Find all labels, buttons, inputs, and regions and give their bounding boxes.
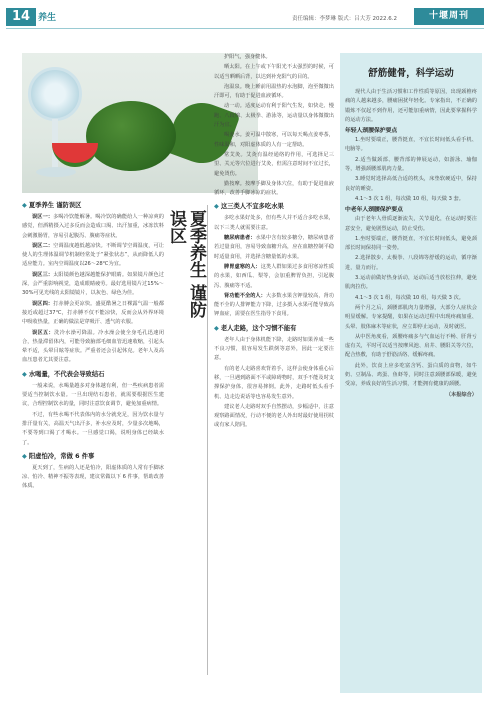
paragraph [214, 151, 334, 179]
lead-in: 误区三： [32, 271, 54, 278]
paragraph [214, 83, 334, 102]
paragraph-text: 护阳气，强身健体。 [224, 54, 271, 60]
subheading: 年轻人颈腰保护要点 [345, 128, 398, 135]
paragraph-text: 4.1～3 次 1 组，每次做 10 组，每天做 3 次。 [355, 294, 464, 301]
diamond-bullet-icon: ◆ [214, 203, 219, 211]
paragraph-text: 3.睡觉时选择高低合适的枕头，床垫软硬适中，保持良好的睡姿。 [345, 176, 477, 192]
paragraph-text: 洗冷水澡可降温。冷水澡会使全身毛孔迅速闭合，热量滞留体内，可能导致脑部毛细血管迅速收缩，引起头晕不适，头晕目眩等症状。严重者还会引起休克。老年人及高血压患者尤其要注意。 [22, 329, 164, 364]
paragraph [214, 403, 334, 431]
lead-in: 脾胃虚寒的人： [224, 263, 261, 270]
source-note: （本报综合） [445, 391, 477, 398]
editor-meta: 责任编辑：李梦琳 版式：吕大芳 2022.6.2 [292, 16, 397, 22]
paragraph [345, 333, 477, 361]
paragraph-text: 3.运动前做好热身活动，运动后适当放松拉伸，避免肌肉拉伤。 [345, 275, 477, 291]
paragraph [22, 271, 164, 299]
watermelon-slice-shape [52, 143, 98, 167]
paragraph [214, 336, 334, 364]
paragraph [214, 180, 334, 199]
page-number: 14 [6, 8, 36, 26]
header-rule [6, 28, 484, 29]
paragraph [214, 63, 334, 82]
paragraph [345, 195, 477, 204]
paragraph [22, 329, 164, 366]
paragraph-text: 常艾灸。艾灸有温经通络的作用，可选择足三里、关元等穴位进行艾灸，但需注意时间不宜过长，避免烫伤。 [214, 151, 334, 177]
paragraph [345, 175, 477, 194]
subheading [22, 451, 164, 462]
subheading-text: 夏季养生 谨防误区 [28, 202, 82, 209]
lead-in: 肾功能不全的人： [224, 292, 266, 299]
paragraph [345, 254, 477, 273]
paragraph-text: 太阳镜颜色越深越能保护眼睛。如果镜片颜色过深，会严重影响视觉，造成眼睛疲劳。最好选用镜片过15%～30%可见光线的太阳镜镜片，以灰色、绿色为佳。 [22, 271, 164, 297]
paragraph-text: 现代人由于生活习惯和工作性质等原因，出现颈椎疼痛的人越来越多，腰痛困扰年轻化。专家指出，不正确的锻炼不仅起不到作用，还可能加重病情，因此要掌握科学的运动方法。 [345, 89, 477, 123]
paragraph-text: 水果中含有较多糖分，糖尿病患者若过量食用，容易导致血糖升高，应在血糖控制平稳时适量食用，并选择含糖量低的水果。 [214, 235, 334, 260]
paragraph [345, 294, 477, 303]
paragraph-text: 1.坐时要端正，腰背挺直，不宜长时间低头看手机、电脑等。 [345, 137, 477, 153]
feature-vertical-title: 夏季养生 谨防误区 [166, 210, 206, 318]
subheading [22, 369, 164, 380]
paragraph-text: 4.1～3 次 1 组，每次做 10 组，每天做 3 套。 [355, 195, 464, 202]
paragraph [214, 365, 334, 402]
paragraph-text: 从中医角度看，颈腰疼痛多与气血运行不畅、肝肾亏虚有关，平时可以适当按摩风池、肩井、腰阳关等穴位，配合热敷，有助于舒筋活络、缓解疼痛。 [345, 333, 477, 359]
paragraph-text: 动一动。适度运动有利于阳气生发，如快走、慢跑、八段锦、太极拳、游泳等，运动量以身体微微出汗为宜。 [214, 103, 334, 129]
fan-base [36, 167, 76, 177]
paragraph [345, 362, 477, 390]
paragraph-text: 此外，饮食上应多吃富含钙、蛋白质的食物，如牛奶、豆制品、鸡蛋、鱼虾等，同时注意颈腰部保暖，避免受凉，养成良好的生活习惯，才能拥有健康的颈腰。 [345, 362, 477, 388]
paragraph-text: 1.坐时要端正，腰背挺直，不宜长时间低头，避免颈部长时间保持同一姿势。 [345, 235, 477, 252]
paragraph-text: 有的老人走路喜欢背着手，这样会使身体重心后移，一旦遇到路面不平或障碍物时，双手不能及时支撑保护身体，很容易摔倒。此外，走路时低头看手机、边走边说话等也容易发生意外。 [214, 365, 334, 400]
masthead-logo: 十堰周刊 [414, 8, 484, 25]
paragraph [345, 215, 477, 234]
paragraph-text: 这类人群如果过多食用寒凉性质的水果，如西瓜、梨等，会加重脾胃负担，引起腹泻、腹痛等不适。 [214, 263, 334, 289]
paragraph-text: 夏天到了，生病的人还是怕冷，阳虚体质的人常有手脚冰凉、怕冷、精神不振等表现，建议常做以下 6 件事，帮助改善体质。 [22, 464, 164, 490]
sidebar-title: 舒筋健骨，科学运动 [368, 68, 454, 79]
paragraph [345, 156, 477, 175]
subheading [214, 323, 334, 334]
paragraph-text: 勤按摩。按摩手脚及身体穴位，有助于促进血液循环，改善手脚冰凉的症状。 [214, 180, 334, 197]
paragraph [345, 304, 477, 332]
paragraph [214, 53, 334, 62]
paragraph-text: 2.选择散步、太极拳、八段锦等舒缓的运动，循序渐进，量力而行。 [345, 255, 477, 271]
article-column-2 [214, 53, 334, 693]
lead-in: 糖尿病患者： [224, 235, 256, 242]
lead-in: 误区五： [32, 329, 55, 336]
paragraph [214, 214, 334, 233]
subheading-text: 老人走路，这个习惯不能有 [220, 324, 297, 332]
subheading-text: 水喝量，不代表会导致结石 [28, 370, 105, 378]
paragraph [214, 292, 334, 320]
paragraph-text: 多喝冷饮能解暑。喝冷饮的确能给人一种凉爽的感觉，但酒精摄入过多反而会造成口渴、出汗加重，冰冻饮料会刺激肠胃，容易引起腹泻、腹痛等症状。 [22, 214, 164, 239]
sidebar-article [340, 53, 482, 693]
subheading-text: 这三类人不宜多吃水果 [220, 203, 284, 211]
subheading [22, 200, 164, 211]
paragraph-text: 空调温度越低越凉快。不断调节空调温度，可让使人的生理体温调节机制经常处于“紧张状态”，从而降低人的适应能力。室内空调温度以26～28℃为宜。 [22, 242, 164, 268]
paragraph-text: 一般来说，水喝量越多对身体越有利，但一些疾病患者需要适当控制饮水量。一旦出现结石患者，就需要根据医生建议，合理控制饮水的量，同时注意饮食调节，避免加重病情。 [22, 382, 164, 408]
paragraph [345, 136, 477, 155]
paragraph [22, 464, 164, 492]
lead-in: 误区一： [32, 214, 54, 220]
paragraph-text: 由于老年人骨质逐渐流失，关节退化，在运动时要注意安全，避免剧烈运动，防止受伤。 [345, 216, 477, 232]
paragraph [345, 235, 477, 254]
section-title: 养生 [38, 13, 57, 23]
diamond-bullet-icon: ◆ [214, 324, 219, 332]
diamond-bullet-icon: ◆ [22, 202, 27, 209]
paragraph [345, 88, 477, 125]
article-column-1 [22, 197, 164, 697]
paragraph-text: 老年人由于身体机能下降，走路时如果养成一些不良习惯，很容易发生跌倒等意外，因此一定要注意。 [214, 336, 334, 362]
paragraph [22, 382, 164, 410]
diamond-bullet-icon: ◆ [22, 370, 27, 378]
paragraph-text: 建议老人走路时双手自然摆动，步幅适中，注意观察路面情况，行动不便的老人外出时最好使用拐杖或有家人陪同。 [214, 403, 334, 429]
column-divider [207, 205, 208, 675]
paragraph [214, 131, 334, 150]
paragraph-text: 泡温泉。晚上睡前用温热的水泡脚，泡至微微出汗即可，有助于促进血液循环。 [214, 83, 334, 100]
lead-in: 误区四： [32, 300, 54, 307]
paragraph [22, 300, 164, 328]
page-header [0, 0, 490, 36]
paragraph-text: 两个月之后，颈腰部肌肉力量增强，大部分人症状会明显缓解。专家提醒，如果在运动过程中出现疼痛加重、头晕、肢体麻木等症状，应立即停止运动，及时就医。 [345, 304, 477, 330]
paragraph [22, 242, 164, 270]
paragraph [214, 234, 334, 262]
paragraph [22, 411, 164, 448]
paragraph-text: 喝姜水。姜可温中散寒，可以每天喝点姜枣茶，性味温和，对阳虚体质的人有一定帮助。 [214, 132, 334, 148]
lead-in: 误区二： [32, 242, 54, 249]
paragraph [345, 274, 477, 293]
paragraph-text: 晒太阳。在上午或下午阳光不太强烈的时候，可以适当晒晒后背，以达到补充阳气的目的。 [214, 64, 334, 80]
paragraph-text: 打赤膊会更凉快。盛夏酷暑之日裸露气温一般都接近或超过37℃，打赤膊不仅不能凉快，反而会从外界环境中吸收热量，正确的做法是穿吸汗、透气的衣服。 [22, 300, 164, 326]
electric-fan-icon [28, 67, 82, 121]
watermelon-shape [86, 101, 176, 171]
paragraph-text: 多吃水果好处多，但有些人并不适合多吃水果，以下三类人就需要注意。 [214, 215, 334, 231]
paragraph-text: 2.适当做颈部、腰背部的伸展运动，如游泳、瑜伽等，增强颈腰部肌肉力量。 [345, 156, 477, 173]
subheading [214, 201, 334, 212]
paragraph [22, 213, 164, 241]
paragraph [214, 102, 334, 130]
paragraph [214, 263, 334, 291]
sidebar-body [345, 88, 477, 400]
paragraph-text: 不过，有些水喝不代表体内的水分就充足，因为饮水量与排汗量有关，高温天气出汗多，补水应及时，少量多次地喝，不要等到口渴了才喝水。一旦感觉口渴，说明身体已经缺水了。 [22, 411, 164, 446]
subheading-text: 阳虚怕冷，常做 6 件事 [28, 452, 95, 460]
diamond-bullet-icon: ◆ [22, 452, 27, 460]
paragraph-text: 大多数水果含钾量较高，肾功能不全的人排钾能力下降，过多摄入水果可能导致高钾血症，需要在医生指导下食用。 [214, 292, 334, 318]
subheading: 中老年人颈腰保护要点 [345, 207, 403, 214]
